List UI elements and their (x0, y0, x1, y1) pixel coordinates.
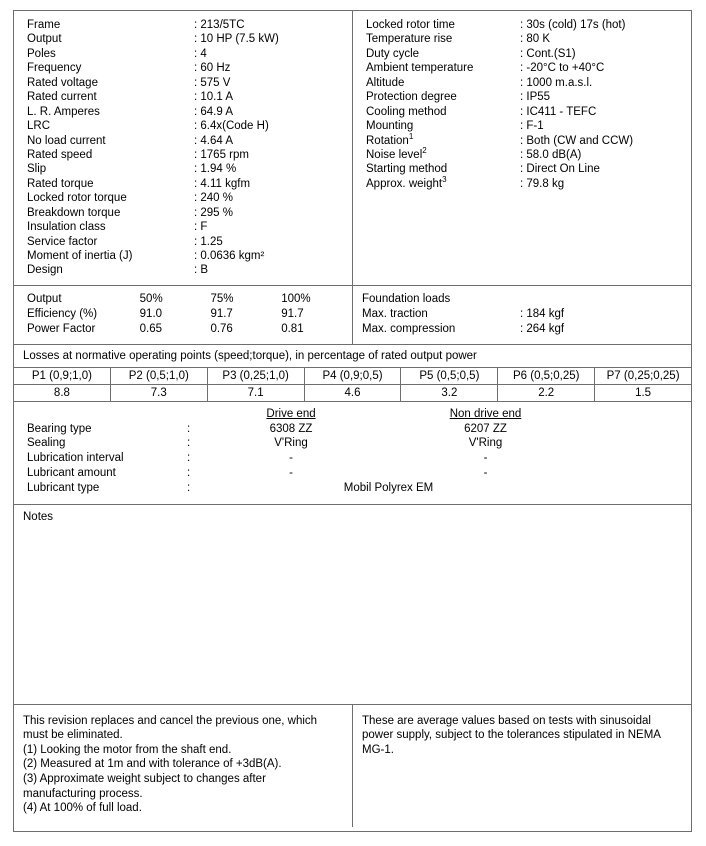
spec-value: : 295 % (194, 206, 352, 220)
spec-row (14, 206, 352, 220)
revision-notes (14, 705, 352, 827)
losses-header-cell: P7 (0,25;0,25) (606, 369, 680, 382)
spec-value: : 80 K (520, 32, 691, 46)
losses-value-cell: 8.8 (14, 385, 111, 401)
bearings-lubricant-type-value: Mobil Polyrex EM (343, 481, 434, 494)
load-point-100: 100% (281, 292, 311, 305)
spec-label-text: Ambient temperature (366, 62, 474, 75)
spec-row (14, 177, 352, 191)
foundation-max-traction-value: : 184 kgf (520, 307, 691, 322)
losses-header-row (14, 368, 691, 385)
efficiency-row-label: Efficiency (%) (27, 307, 98, 320)
spec-row (14, 162, 352, 176)
spec-value: : 58.0 dB(A) (520, 148, 691, 162)
spec-label-text: Altitude (366, 76, 405, 89)
bearings-lubricant-type-label: Lubricant type (27, 481, 100, 494)
spec-label (353, 61, 520, 75)
tolerance-disclaimer-text: These are average values based on tests with sinusoidal power supply, subject to the tolerances stipulated in NEMA MG-1. (362, 714, 661, 756)
spec-row (353, 32, 691, 46)
spec-label: Insulation class (27, 221, 106, 234)
specifications-band (14, 11, 691, 285)
tolerance-disclaimer (353, 705, 691, 766)
spec-label: Design (27, 264, 63, 277)
bearings-lubricant-type-row (14, 481, 691, 496)
spec-row (353, 119, 691, 133)
losses-header-cell: P4 (0,9;0,5) (305, 368, 402, 384)
efficiency-table (14, 286, 353, 344)
spec-row (14, 18, 352, 32)
losses-header-cell: P5 (0,5;0,5) (401, 368, 498, 384)
spec-label (353, 119, 520, 133)
spec-row (14, 47, 352, 61)
spec-row (14, 134, 352, 148)
foundation-loads-section (353, 286, 691, 344)
spec-value: : IC411 - TEFC (520, 105, 691, 119)
spec-row (14, 191, 352, 205)
power-factor-value-75: 0.76 (210, 322, 233, 335)
bearings-row-label: Lubrication interval (27, 452, 124, 465)
spec-value: : F-1 (520, 119, 691, 133)
spec-label: LRC (27, 120, 51, 133)
spec-value: : 79.8 kg (520, 177, 691, 191)
losses-header-cell: P3 (0,25;1,0) (208, 368, 305, 384)
bearings-row-colon: : (187, 481, 191, 494)
spec-value: : Cont.(S1) (520, 47, 691, 61)
efficiency-row-label: Output (27, 292, 62, 305)
bearings-rows (14, 422, 691, 481)
spec-value: : 1.94 % (194, 162, 352, 176)
spec-label: Rated voltage (27, 76, 98, 89)
spec-row (353, 148, 691, 162)
power-factor-value-100: 0.81 (281, 322, 304, 335)
footnote-marker: 1 (408, 131, 414, 141)
losses-value-cell: 7.3 (111, 385, 208, 401)
spec-label: No load current (27, 134, 106, 147)
spec-value: : 60 Hz (194, 61, 352, 75)
bearings-row-colon: : (187, 467, 191, 480)
bearings-row-colon: : (187, 437, 191, 450)
spec-value: : 10.1 A (194, 90, 352, 104)
spec-value: : 4.11 kgfm (194, 177, 352, 191)
spec-row (14, 76, 352, 90)
spec-value: : 64.9 A (194, 105, 352, 119)
losses-header-cell: P1 (0,9;1,0) (14, 368, 111, 384)
losses-band (14, 344, 691, 401)
spec-value: : 240 % (194, 191, 352, 205)
spec-value: : 6.4x(Code H) (194, 119, 352, 133)
spec-row (14, 32, 352, 46)
spec-label-text: Mounting (366, 120, 414, 133)
spec-row (14, 119, 352, 133)
spec-value: : 10 HP (7.5 kW) (194, 32, 352, 46)
spec-value: : 1765 rpm (194, 148, 352, 162)
notes-band (14, 504, 691, 704)
losses-header-cell: P6 (0,5;0,25) (498, 368, 595, 384)
bearings-non-drive-end-value: - (483, 452, 488, 465)
efficiency-values-row (14, 307, 352, 322)
load-point-75: 75% (210, 292, 234, 305)
specifications-left-column (14, 11, 353, 285)
bearings-drive-end-value: - (289, 467, 293, 480)
performance-band (14, 285, 691, 344)
spec-label-text: Duty cycle (366, 47, 420, 60)
spec-value: : Both (CW and CCW) (520, 134, 691, 148)
spec-value: : Direct On Line (520, 162, 691, 176)
spec-label: Rated torque (27, 177, 94, 190)
spec-value: : IP55 (520, 90, 691, 104)
foundation-max-traction-label: Max. traction (362, 307, 428, 320)
spec-label: Poles (27, 47, 56, 60)
spec-label: Locked rotor torque (27, 192, 127, 205)
spec-label: Frame (27, 19, 61, 31)
notes-area[interactable] (14, 505, 691, 704)
spec-row (14, 220, 352, 234)
losses-values-row (14, 385, 691, 401)
bearings-row-label: Lubricant amount (27, 467, 116, 480)
spec-label (353, 76, 520, 90)
spec-row (14, 90, 352, 104)
spec-row (14, 235, 352, 249)
spec-row (14, 148, 352, 162)
spec-label-text: Protection degree (366, 91, 457, 104)
spec-row (353, 90, 691, 104)
spec-label-text: Rotation (366, 134, 409, 147)
spec-label-text: Temperature rise (366, 33, 453, 46)
bearings-row-label: Sealing (27, 437, 66, 450)
spec-label-text: Approx. weight (366, 177, 443, 190)
revision-note-line: (4) At 100% of full load. (23, 802, 142, 815)
datasheet-frame (13, 10, 692, 832)
bearings-header-row (14, 407, 691, 422)
spec-label: Frequency (27, 62, 82, 75)
specifications-right-list (353, 11, 691, 198)
spec-row (353, 18, 691, 32)
spec-label: Rated current (27, 91, 97, 104)
spec-label-text: Noise level (366, 148, 423, 161)
spec-label (353, 174, 520, 191)
bearings-row-colon: : (187, 452, 191, 465)
spec-label (353, 32, 520, 46)
foundation-max-compression-row (353, 322, 691, 337)
bearings-non-drive-end-value: - (483, 467, 488, 480)
bearings-non-drive-end-value: 6207 ZZ (464, 422, 507, 435)
spec-label-text: Locked rotor time (366, 19, 455, 31)
spec-value: : 1.25 (194, 235, 352, 249)
losses-value-cell: 2.2 (498, 385, 595, 401)
power-factor-values-row (14, 322, 352, 337)
spec-row (14, 61, 352, 75)
revision-note-line: (2) Measured at 1m and with tolerance of +3dB(A). (23, 758, 282, 771)
revision-note-line: (3) Approximate weight subject to changes after manufacturing process. (23, 773, 266, 800)
spec-value: : 30s (cold) 17s (hot) (520, 18, 691, 32)
spec-value: : 213/5TC (194, 18, 352, 32)
spec-value: : 1000 m.a.s.l. (520, 76, 691, 90)
spec-value: : 4.64 A (194, 134, 352, 148)
bearings-row (14, 436, 691, 451)
power-factor-row-label: Power Factor (27, 322, 96, 335)
load-point-50: 50% (139, 292, 163, 305)
spec-row (353, 131, 691, 148)
spec-label (353, 47, 520, 61)
spec-value: : -20°C to +40°C (520, 61, 691, 75)
bearings-non-drive-end-header: Non drive end (449, 407, 522, 420)
spec-label (353, 18, 520, 32)
bearings-row (14, 451, 691, 466)
spec-label: Service factor (27, 235, 98, 248)
efficiency-value-100: 91.7 (281, 307, 304, 320)
spec-label: Breakdown torque (27, 206, 121, 219)
losses-title: Losses at normative operating points (speed;torque), in percentage of rated output power (14, 345, 691, 368)
notes-title: Notes (23, 510, 54, 523)
bearings-band (14, 401, 691, 504)
revision-note-line: This revision replaces and cancel the previous one, which must be eliminated. (23, 714, 318, 742)
bearings-drive-end-value: V'Ring (274, 437, 308, 450)
losses-header-cell: P2 (0,5;1,0) (111, 368, 208, 384)
spec-label (353, 131, 520, 148)
spec-label: L. R. Amperes (27, 105, 100, 118)
spec-value: : 0.0636 kgm² (194, 249, 352, 263)
spec-label-text: Cooling method (366, 105, 447, 118)
losses-value-cell: 7.1 (208, 385, 305, 401)
spec-label (353, 105, 520, 119)
bearings-row-colon: : (187, 422, 191, 435)
losses-value-cell: 4.6 (305, 385, 402, 401)
spec-row (353, 105, 691, 119)
spec-label-text: Starting method (366, 163, 448, 176)
efficiency-value-75: 91.7 (210, 307, 233, 320)
foundation-max-compression-value: : 264 kgf (520, 322, 691, 337)
footer-left-column (14, 705, 353, 827)
spec-label: Rated speed (27, 148, 93, 161)
spec-row (353, 47, 691, 61)
spec-value: : F (194, 220, 352, 234)
spec-row (353, 61, 691, 75)
spec-value: : 575 V (194, 76, 352, 90)
spec-label: Moment of inertia (J) (27, 250, 133, 262)
spec-label (353, 148, 520, 162)
spec-row (14, 249, 352, 263)
revision-note-line: (1) Looking the motor from the shaft end. (23, 743, 232, 756)
footer-band (14, 704, 691, 827)
spec-label: Output (27, 33, 62, 46)
spec-row (353, 174, 691, 191)
foundation-max-traction-row (353, 307, 691, 322)
footnote-marker: 3 (442, 174, 447, 184)
bearings-row-label: Bearing type (27, 422, 92, 435)
spec-label (353, 90, 520, 104)
losses-value-cell: 1.5 (635, 386, 652, 399)
power-factor-value-50: 0.65 (139, 322, 163, 335)
bearings-row (14, 422, 691, 437)
specifications-right-column (353, 11, 691, 285)
spec-row (14, 263, 352, 277)
bearings-drive-end-value: 6308 ZZ (269, 422, 313, 435)
footnote-marker: 2 (422, 146, 427, 156)
efficiency-value-50: 91.0 (139, 307, 163, 320)
spec-value: : B (194, 263, 352, 277)
bearings-row (14, 466, 691, 481)
spec-label (353, 162, 520, 176)
specifications-left-list (14, 11, 352, 285)
spec-row (353, 76, 691, 90)
foundation-max-compression-label: Max. compression (362, 322, 456, 335)
spec-row (353, 162, 691, 176)
losses-value-cell: 3.2 (401, 385, 498, 401)
spec-value: : 4 (194, 47, 352, 61)
spec-label: Slip (27, 163, 47, 176)
spec-row (14, 105, 352, 119)
bearings-drive-end-value: - (289, 452, 293, 465)
foundation-loads-title: Foundation loads (362, 292, 451, 305)
footer-right-column (353, 705, 691, 827)
bearings-non-drive-end-value: V'Ring (468, 437, 503, 450)
efficiency-header-row (14, 292, 352, 307)
bearings-drive-end-header: Drive end (266, 407, 316, 420)
